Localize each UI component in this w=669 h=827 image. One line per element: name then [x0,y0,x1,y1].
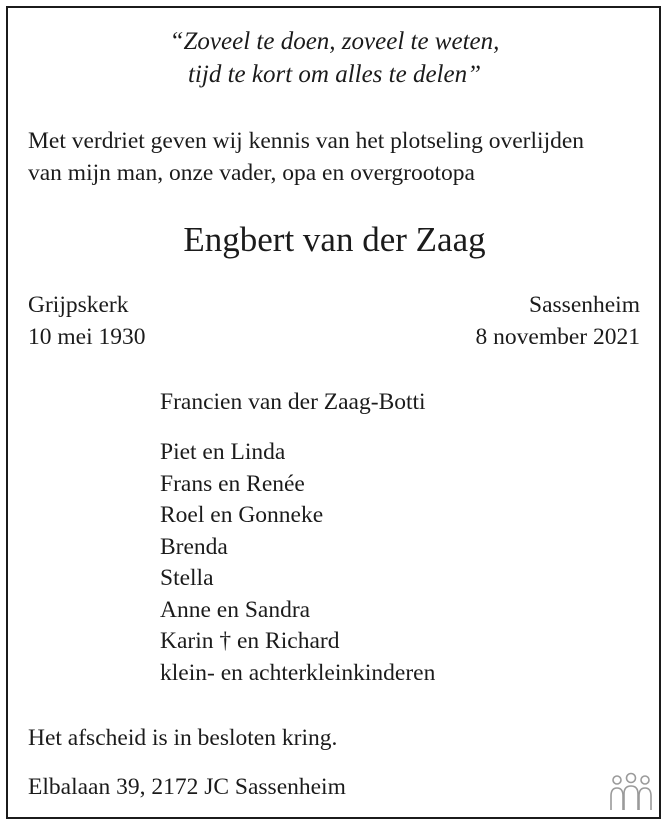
intro-line-1: Met verdriet geven wij kennis van het plotseling overlijden [28,128,585,154]
list-item: Anne en Sandra [160,597,311,623]
list-item: klein- en achterkleinkinderen [160,660,436,686]
deceased-name: Engbert van der Zaag [183,220,486,259]
list-item: Frans en Renée [160,471,305,497]
list-item: Roel en Gonneke [160,502,324,528]
people-group-icon [607,772,655,812]
death-place: Sassenheim [529,292,640,318]
list-item: Piet en Linda [160,439,286,465]
death-date: 8 november 2021 [475,324,640,350]
intro-line-2: van mijn man, onze vader, opa en overgrootopa [28,160,475,186]
birth-place: Grijpskerk [28,292,129,318]
list-item: Brenda [160,534,228,560]
contact-address: Elbalaan 39, 2172 JC Sassenheim [28,774,346,800]
list-item: Karin † en Richard [160,628,340,654]
birth-date: 10 mei 1930 [28,324,146,350]
spouse-name: Francien van der Zaag-Botti [160,389,426,415]
quote-line-2: tijd te kort om alles te delen” [187,61,481,88]
quote-line-1: “Zoveel te doen, zoveel te weten, [169,28,500,55]
list-item: Stella [160,565,214,591]
funeral-note: Het afscheid is in besloten kring. [28,725,338,751]
